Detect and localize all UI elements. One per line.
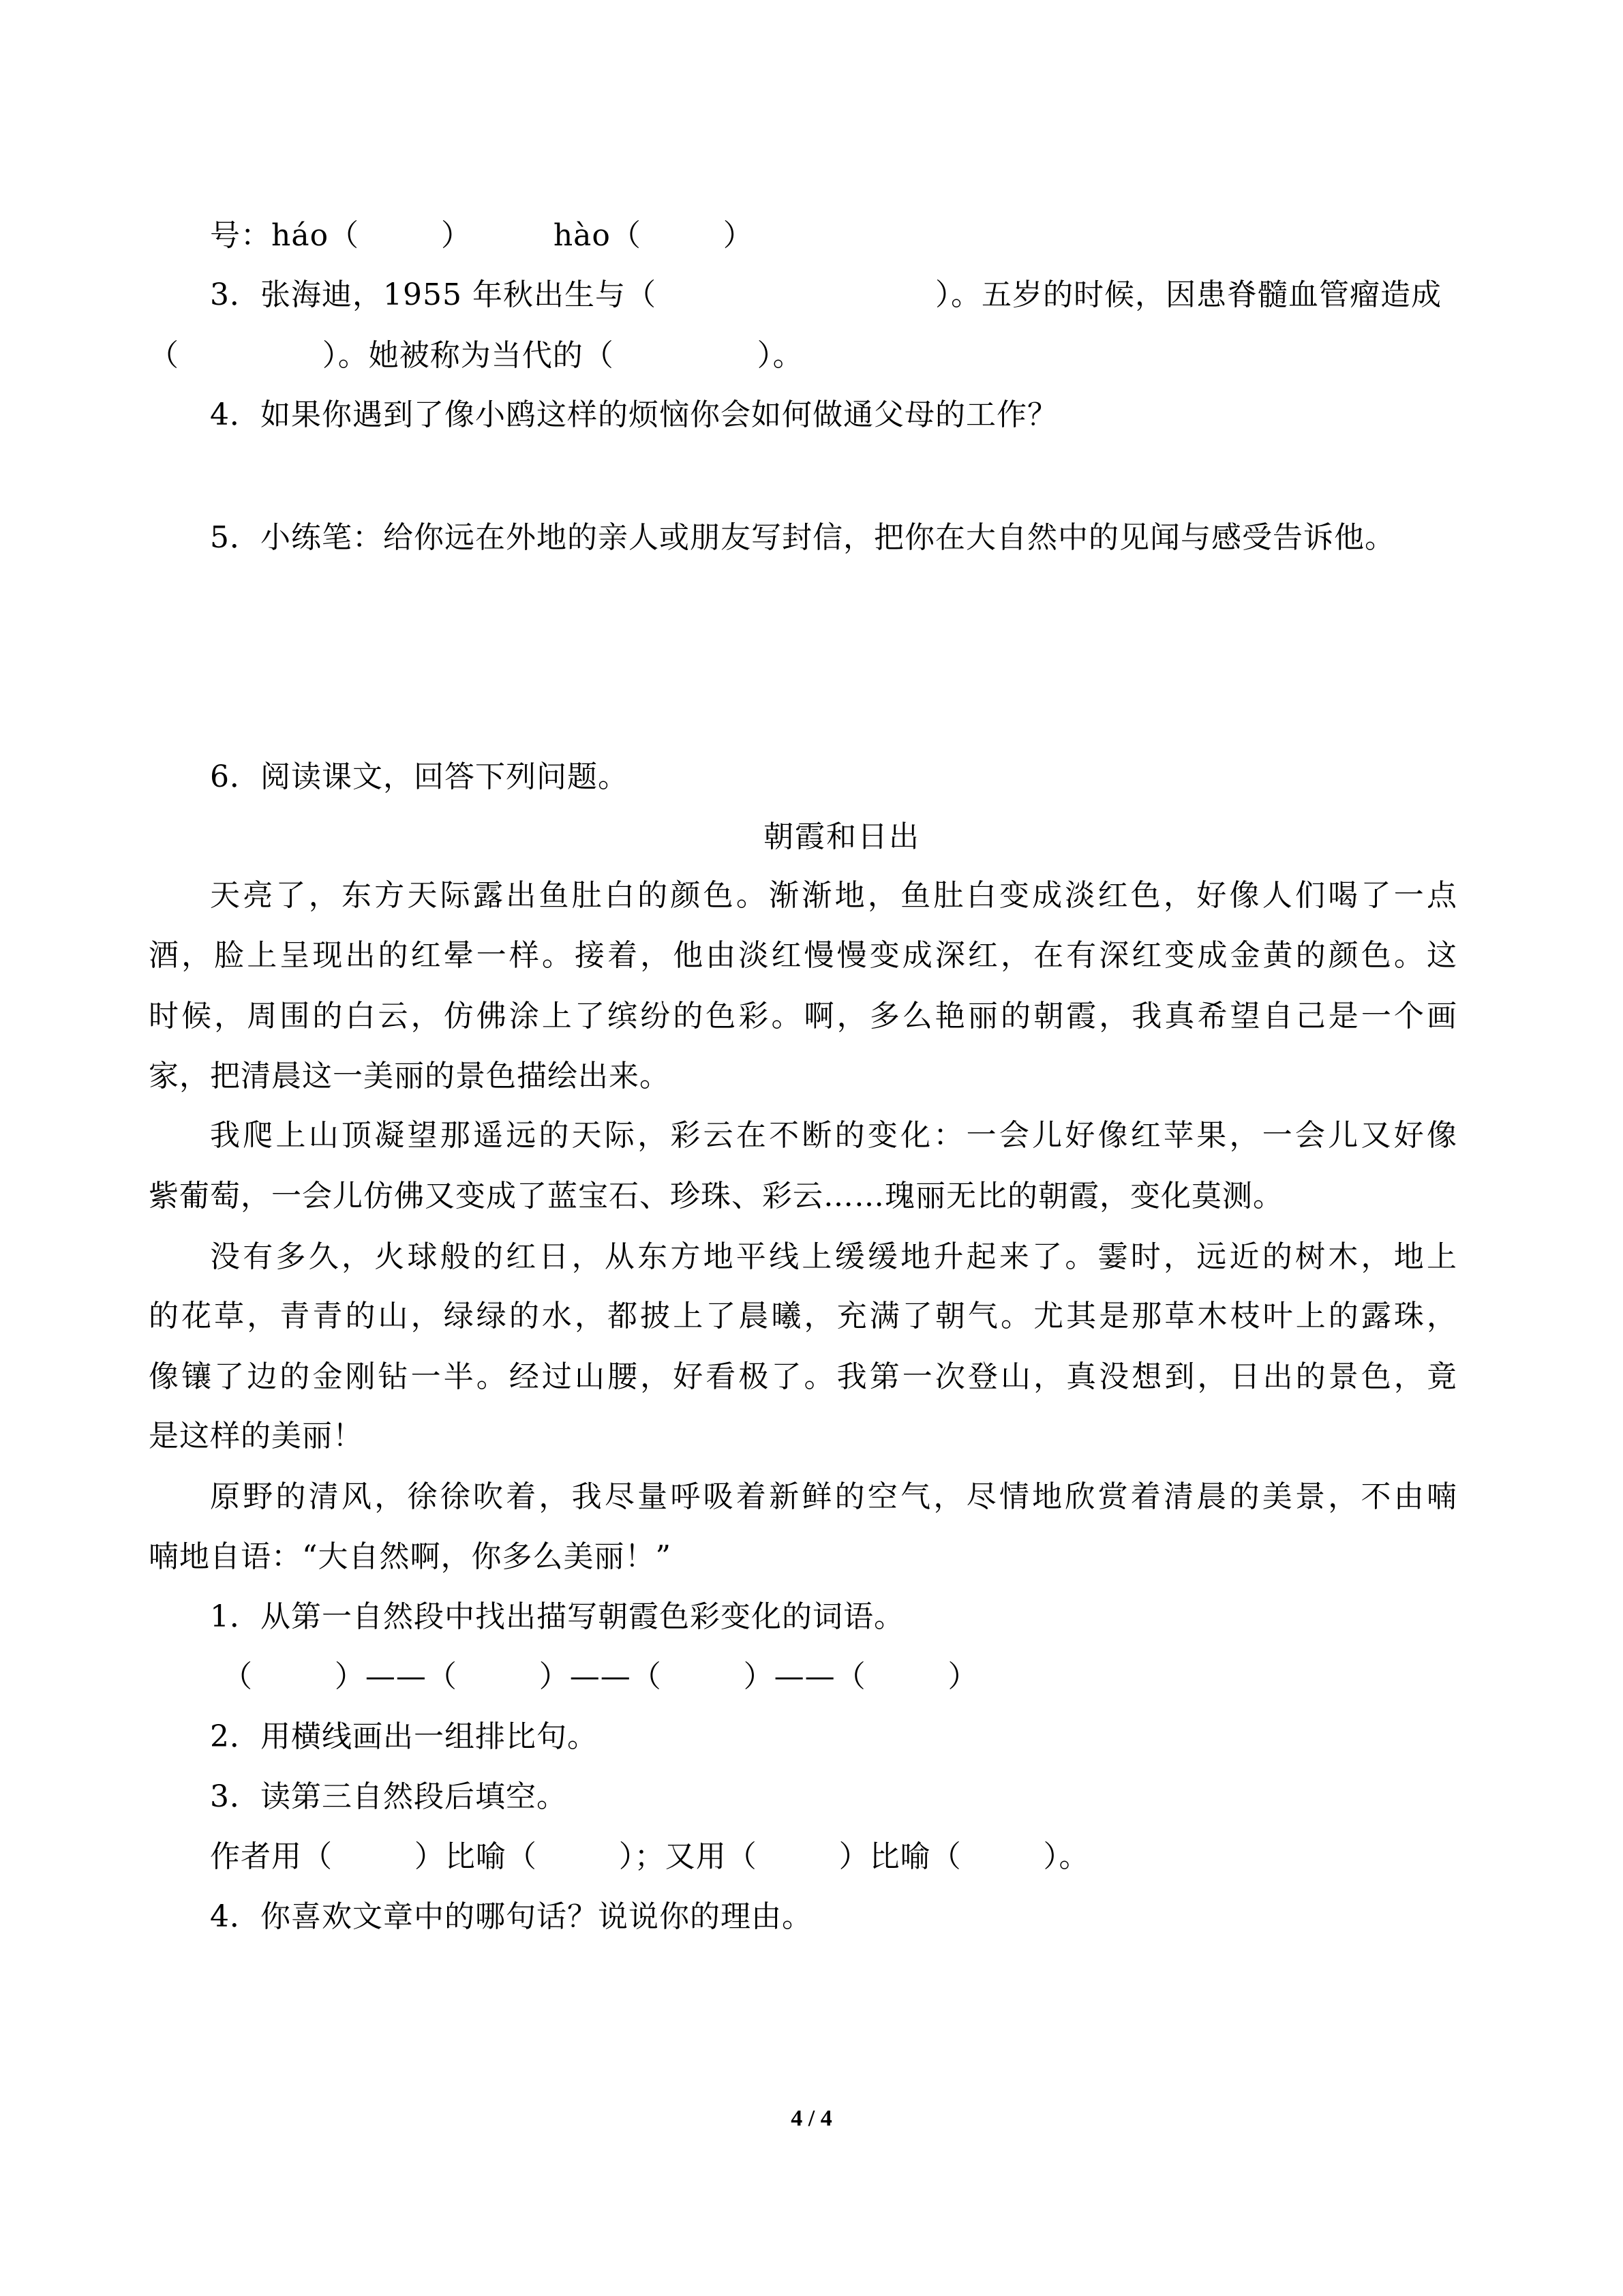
passage-p4-line-2: 喃地自语：“大自然啊，你多么美丽！”: [149, 1539, 671, 1574]
passage-p2-line-1: 我爬上山顶凝望那遥远的天际，彩云在不断的变化：一会儿好像红苹果，一会儿又好像: [210, 1118, 1457, 1153]
reading-question-3: 3．读第三自然段后填空。: [210, 1779, 567, 1814]
question-3-line-2: （ ）。她被称为当代的（ ）。: [149, 338, 804, 373]
question-3-line-1a: 3．张海迪，1955 年秋出生与（: [210, 277, 656, 312]
passage-p3-line-2: 的花草，青青的山，绿绿的水，都披上了晨曦，充满了朝气。尤其是那草木枝叶上的露珠，: [149, 1299, 1457, 1333]
reading-question-1: 1．从第一自然段中找出描写朝霞色彩变化的词语。: [210, 1599, 905, 1634]
passage-p3-line-4: 是这样的美丽！: [149, 1419, 363, 1453]
page-number: 4 / 4: [791, 2106, 832, 2131]
question-5-writing-task: 5．小练笔：给你远在外地的亲人或朋友写封信，把你在大自然中的见闻与感受告诉他。: [210, 520, 1395, 555]
passage-p4-line-1: 原野的清风，徐徐吹着，我尽量呼吸着新鲜的空气，尽情地欣赏着清晨的美景，不由喃: [210, 1479, 1457, 1514]
passage-p1-line-4: 家，把清晨这一美丽的景色描绘出来。: [149, 1059, 670, 1093]
pinyin-line: 号：háo（ ） hào（ ）: [210, 218, 754, 253]
reading-question-4: 4．你喜欢文章中的哪句话？说说你的理由。: [210, 1899, 813, 1934]
question-6-reading-task: 6．阅读课文，回答下列问题。: [210, 759, 628, 794]
passage-p3-line-1: 没有多久，火球般的红日，从东方地平线上缓缓地升起来了。霎时，远近的树木，地上: [210, 1239, 1457, 1274]
passage-p2-line-2: 紫葡萄，一会儿仿佛又变成了蓝宝石、珍珠、彩云……瑰丽无比的朝霞，变化莫测。: [149, 1179, 1284, 1213]
passage-p1-line-3: 时候，周围的白云，仿佛涂上了缤纷的色彩。啊，多么艳丽的朝霞，我真希望自己是一个画: [149, 999, 1457, 1033]
question-3-line-1b: ）。五岁的时候，因患脊髓血管瘤造成: [935, 277, 1442, 312]
passage-title: 朝霞和日出: [763, 819, 920, 854]
reading-question-2: 2．用横线画出一组排比句。: [210, 1719, 598, 1754]
question-4: 4．如果你遇到了像小鸥这样的烦恼你会如何做通父母的工作？: [210, 397, 1058, 432]
passage-p1-line-2: 酒，脸上呈现出的红晕一样。接着，他由淡红慢慢变成深红，在有深红变成金黄的颜色。这: [149, 938, 1457, 973]
reading-question-3-fill: 作者用（ ）比喻（ ）；又用（ ）比喻（ ）。: [210, 1839, 1090, 1874]
passage-p1-line-1: 天亮了，东方天际露出鱼肚白的颜色。渐渐地，鱼肚白变成淡红色，好像人们喝了一点: [210, 878, 1457, 913]
passage-p3-line-3: 像镶了边的金刚钻一半。经过山腰，好看极了。我第一次登山，真没想到，日出的景色，竟: [149, 1359, 1457, 1394]
reading-question-1-blanks: （ ）——（ ）——（ ）——（ ）: [222, 1659, 979, 1694]
